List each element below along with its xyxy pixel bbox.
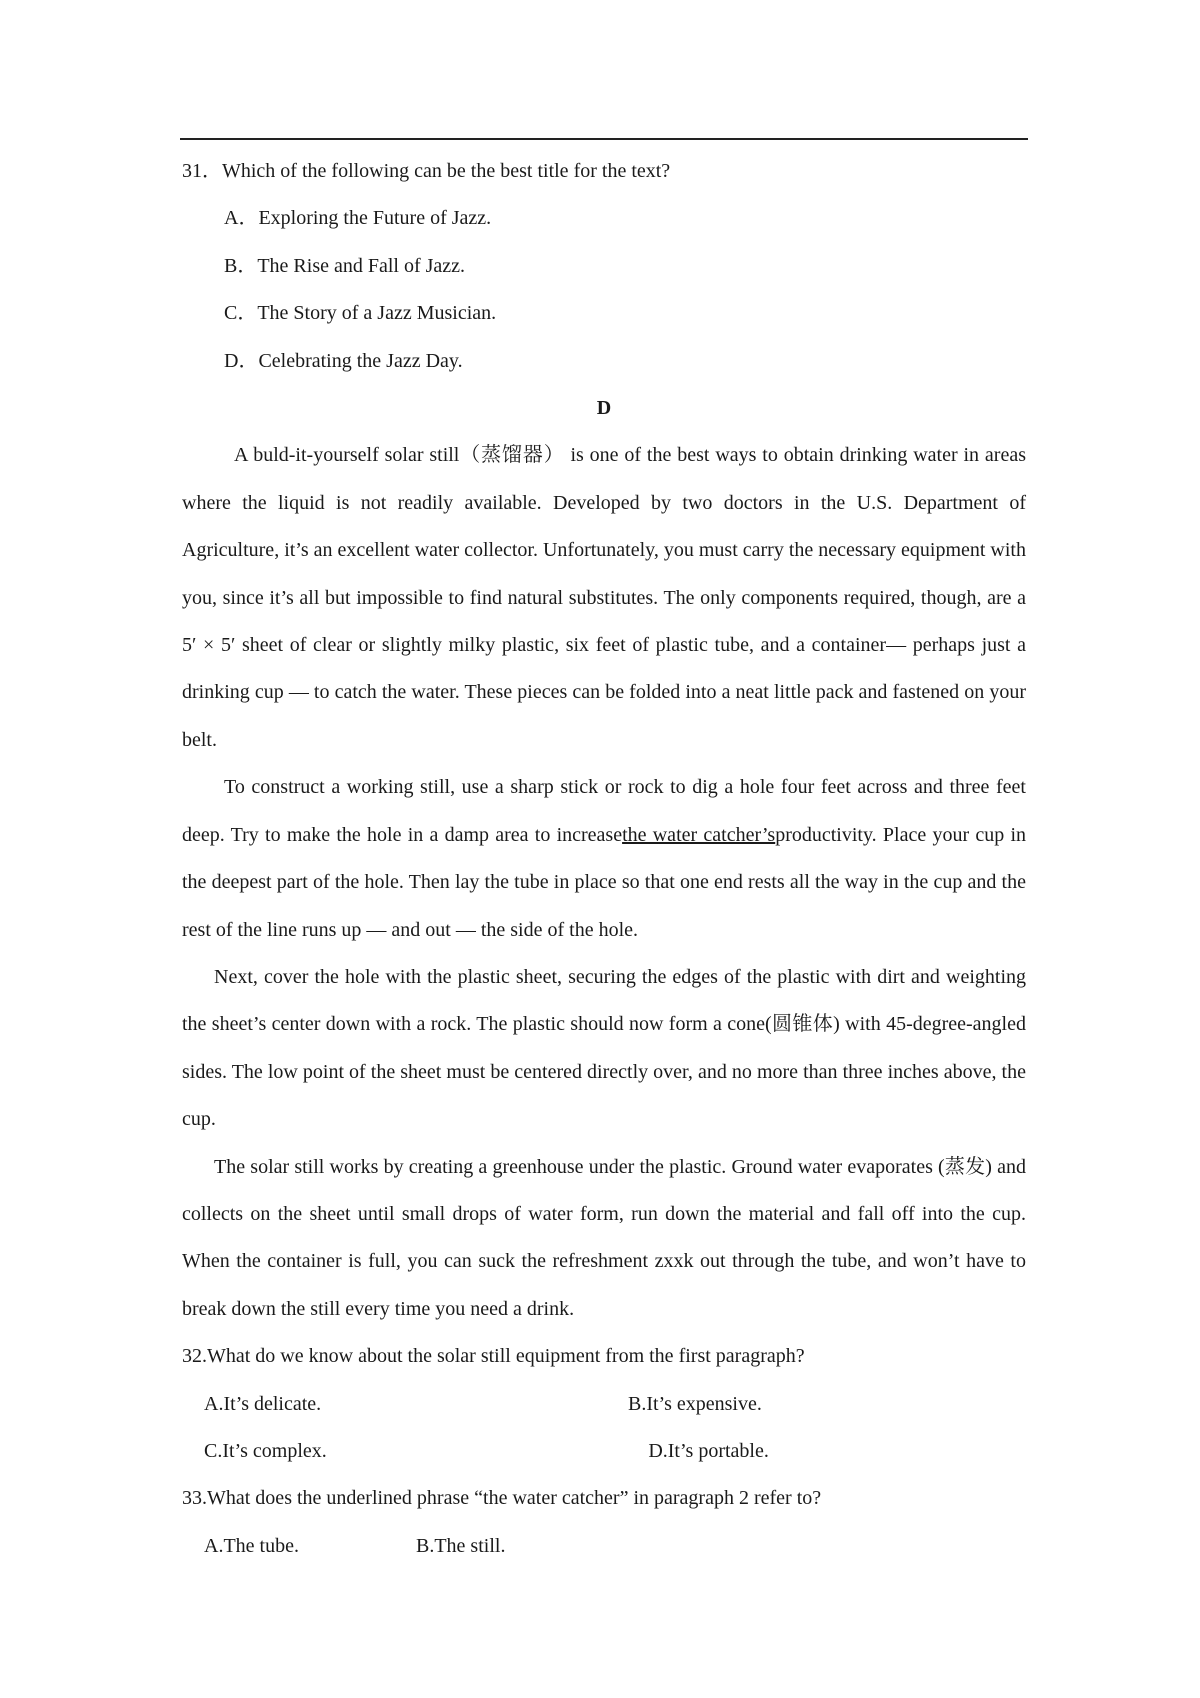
q31-stem: 31．Which of the following can be the best title for the text?: [182, 160, 671, 182]
q32-stem: 32.What do we know about the solar still equipment from the first paragraph?: [182, 1345, 805, 1368]
q32-option-d: D.It’s portable.: [648, 1439, 769, 1462]
q33-options-row-1: [182, 1523, 1026, 1570]
q32-options-row-2: [182, 1428, 1026, 1475]
header-rule: [180, 138, 1028, 140]
q32-option-c: C.It’s complex.: [204, 1439, 327, 1462]
q32-options-row-1: [182, 1381, 1026, 1428]
q31-option-b: B．The Rise and Fall of Jazz.: [224, 254, 466, 277]
paragraph-2-text-after: productivity. Place your cup in the deepest part of the hole. Then lay the tube in place so that one end rests all the way in the cup and the rest of the line runs up — and out — the side of the hole.: [182, 823, 1026, 941]
section-title: D: [596, 397, 612, 420]
page-content: [182, 148, 1026, 1570]
q32-option-b: B.It’s expensive.: [628, 1392, 762, 1415]
q33-option-a: A.The tube.: [204, 1534, 299, 1557]
q32-option-a: A.It’s delicate.: [204, 1392, 322, 1415]
underlined-phrase: the water catcher’s: [622, 823, 776, 846]
passage-paragraph-3: Next, cover the hole with the plastic sheet, securing the edges of the plastic with dirt and weighting the sheet’s center down with a rock. The plastic should now form a cone(圆锥体) with 45-degree-angled sides. The low point of the sheet must be centered directly over, and no more than three inches above, the cup.: [182, 965, 1026, 1131]
passage-paragraph-4: The solar still works by creating a greenhouse under the plastic. Ground water evaporates (蒸发) and collects on the sheet until small drops of water form, run down the material and fall off into the cup. When the container is full, you can suck the refreshment zxxk out through the tube, and won’t have to break down the still every time you need a drink.: [182, 1155, 1026, 1320]
passage-paragraph-2: [182, 764, 1026, 954]
paragraph-2-text-before: To construct a working still, use a sharp stick or rock to dig a hole four feet across and three feet deep. Try to make the hole in a damp area to increase: [182, 776, 1026, 846]
q31-option-d: D．Celebrating the Jazz Day.: [224, 349, 463, 372]
q33-option-b: B.The still.: [416, 1534, 506, 1557]
q31-option-a: A．Exploring the Future of Jazz.: [224, 207, 492, 230]
q33-stem: 33.What does the underlined phrase “the water catcher” in paragraph 2 refer to?: [182, 1487, 822, 1510]
passage-paragraph-1: A buld-it-yourself solar still（蒸馏器） is one of the best ways to obtain drinking water in areas where the liquid is not readily available. Developed by two doctors in the U.S. Department of Agriculture, it’s an excellent water collector. Unfortunately, you must carry the necessary equipment with you, since it’s all but impossible to find natural substitutes. The only components required, though, are a 5′ × 5′ sheet of clear or slightly milky plastic, six feet of plastic tube, and a container— perhaps just a drinking cup — to catch the water. These pieces can be folded into a neat little pack and fastened on your belt.: [182, 444, 1026, 751]
q31-option-c: C．The Story of a Jazz Musician.: [224, 302, 497, 325]
